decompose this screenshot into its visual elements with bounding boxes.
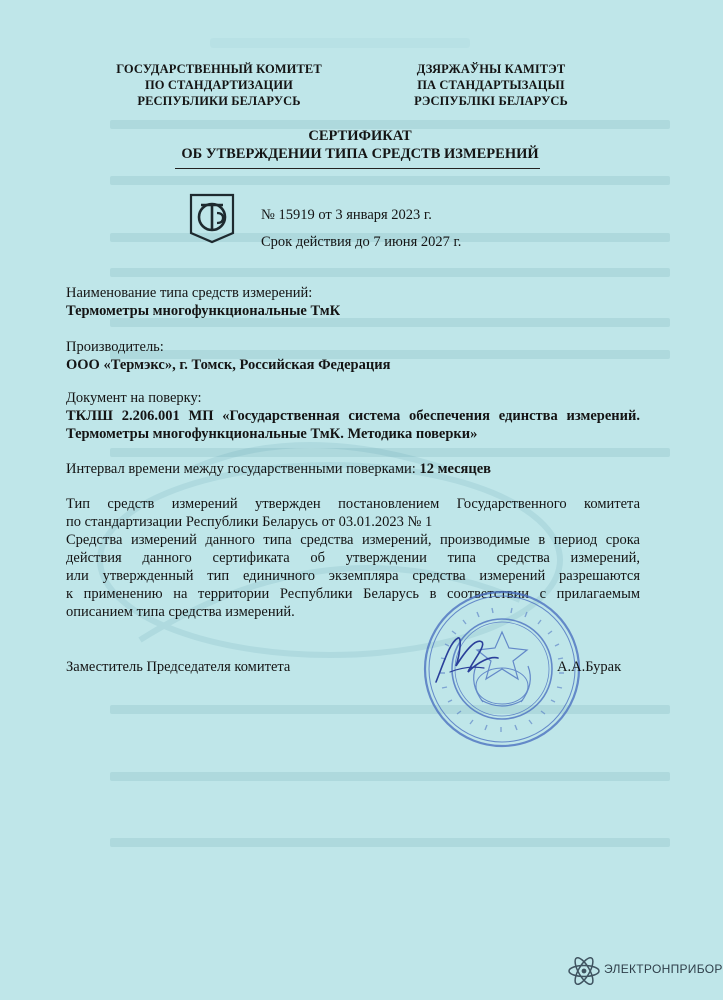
paragraph-line: Средства измерений данного типа средства измерений, производимые в период срока [66, 532, 640, 548]
header-left [95, 61, 343, 109]
type-label: Наименование типа средств измерений: [66, 285, 313, 301]
gosstandart-emblem-icon [187, 191, 237, 245]
verification-doc-label: Документ на поверку: [66, 390, 202, 406]
type-value: Термометры многофункциональные ТмК [66, 303, 341, 319]
title-line-2: ОБ УТВЕРЖДЕНИИ ТИПА СРЕДСТВ ИЗМЕРЕНИЙ [181, 146, 539, 162]
footer-brand: ЭЛЕКТРОНПРИБОР [604, 962, 723, 976]
paragraph-line: к применению на территории Республики Беларусь в соответствии с прилагаемым [66, 586, 640, 602]
header-right-line: ПА СТАНДАРТЫЗАЦЫІ [417, 78, 565, 92]
certificate-validity: Срок действия до 7 июня 2027 г. [261, 234, 462, 250]
title-divider [175, 168, 540, 169]
certificate-number: № 15919 от 3 января 2023 г. [261, 207, 432, 223]
paragraph-line: по стандартизации Республики Беларусь от 03.01.2023 № 1 [66, 514, 433, 530]
header-right-line: ДЗЯРЖАЎНЫ КАМІТЭТ [416, 62, 566, 76]
interval-value: 12 месяцев [419, 461, 491, 477]
title-line-1: СЕРТИФИКАТ [308, 128, 412, 144]
header-left-line: РЕСПУБЛИКИ БЕЛАРУСЬ [137, 94, 301, 108]
paragraph-line: или утвержденный тип единичного экземпляра средства измерений разрешаются [66, 568, 640, 584]
header-right [378, 61, 604, 109]
paragraph-line: Тип средств измерений утвержден постановлением Государственного комитета [66, 496, 640, 512]
interval-label: Интервал времени между государственными поверками: [66, 461, 416, 477]
interval-row [66, 461, 491, 478]
header-left-line: ГОСУДАРСТВЕННЫЙ КОМИТЕТ [116, 62, 322, 76]
signatory-name: А.А.Бурак [557, 659, 622, 675]
paragraph-line: действия данного сертификата об утверждении типа средства измерений, [66, 550, 640, 566]
header-right-line: РЭСПУБЛІКІ БЕЛАРУСЬ [414, 94, 568, 108]
paragraph-line: описанием типа средства измерений. [66, 604, 295, 620]
header-left-line: ПО СТАНДАРТИЗАЦИИ [144, 78, 294, 92]
verification-doc-line-2: Термометры многофункциональные ТмК. Методика поверки» [66, 426, 478, 442]
document-title [165, 127, 555, 163]
verification-doc-line-1: ТКЛШ 2.206.001 МП «Государственная система обеспечения единства измерений. [66, 408, 640, 424]
signatory-position: Заместитель Председателя комитета [66, 659, 291, 675]
manufacturer-value: ООО «Термэкс», г. Томск, Российская Федерация [66, 357, 391, 373]
manufacturer-label: Производитель: [66, 339, 164, 355]
handwritten-signature [432, 632, 502, 688]
atom-logo-icon [566, 957, 602, 985]
